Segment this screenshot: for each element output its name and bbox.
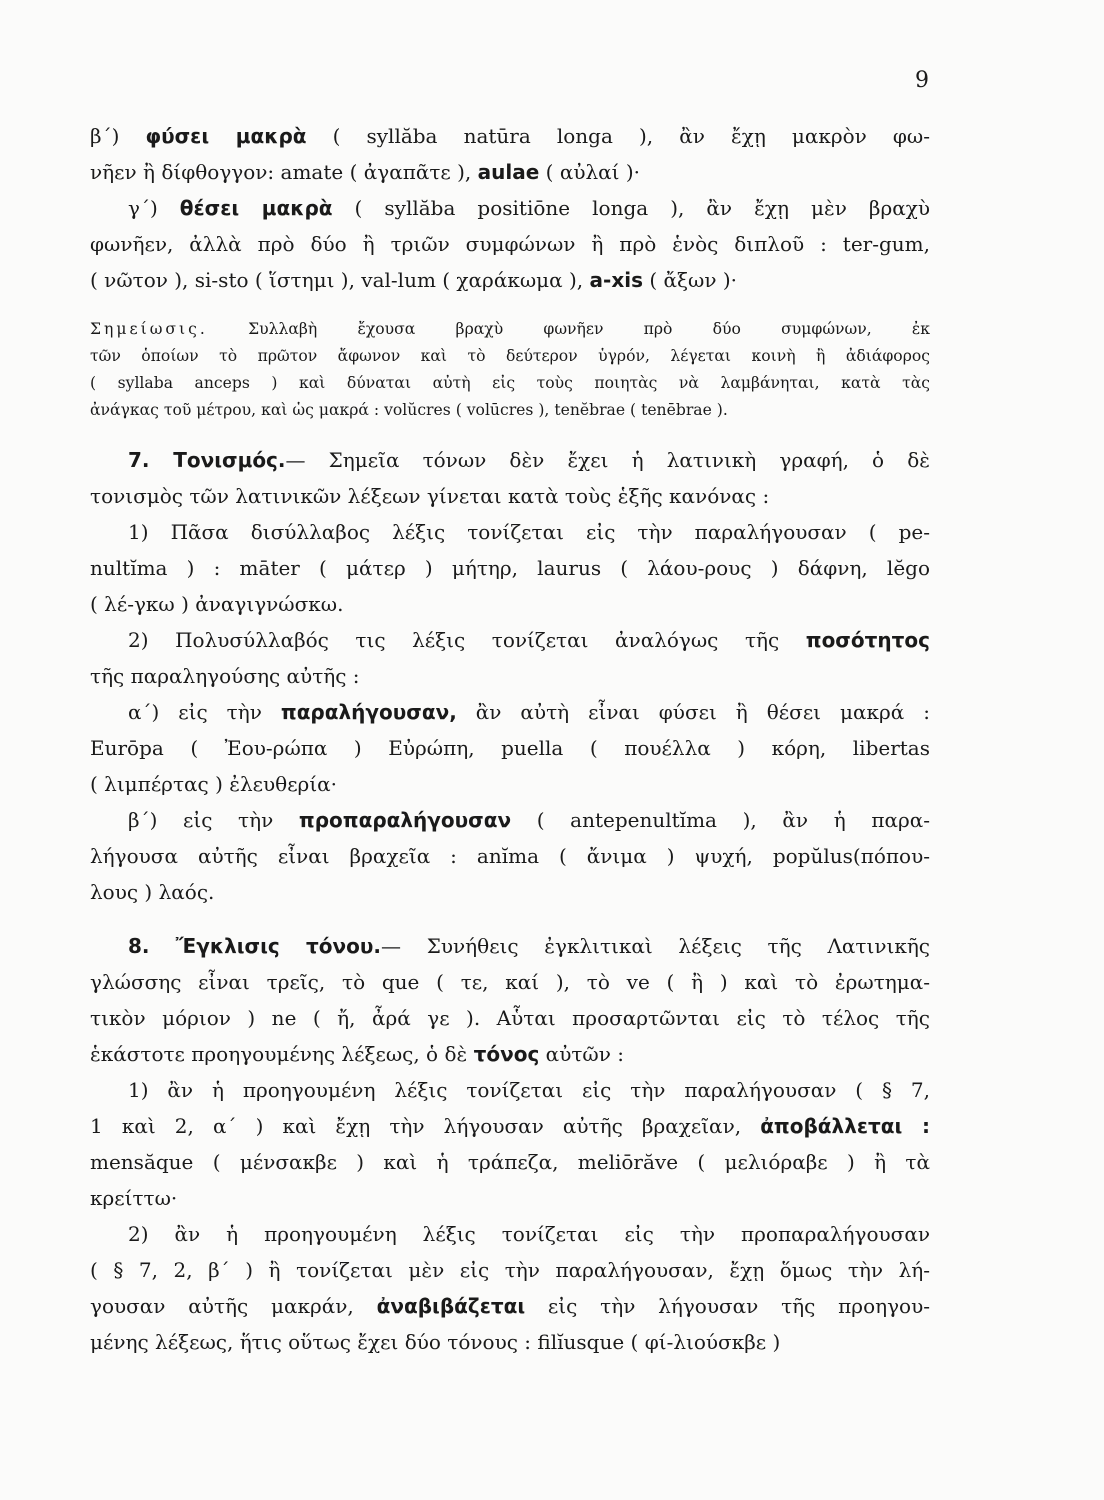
section-7-title: 7. Τονισμός. (128, 448, 286, 472)
term-aulae: aulae (477, 160, 540, 184)
text: β΄) (90, 124, 146, 148)
section-8-heading-line (90, 928, 930, 964)
s7-rule-1-line-2: nultĭma ) : māter ( μάτερ ) μήτηρ, laurus ( λάου-ρους ) δάφνη, lĕgo (90, 556, 930, 580)
text: 1 καὶ 2, α΄ ) καὶ ἔχῃ τὴν λήγουσαν αὐτῆς βραχεῖαν, (90, 1114, 761, 1138)
s8-rule-2-line-4: μένης λέξεως, ἥτις οὕτως ἔχει δύο τόνους : filĭusque ( φί-λιούσκβε ) (90, 1330, 781, 1354)
note-line-2: τῶν ὁποίων τὸ πρῶτον ἄφωνον καὶ τὸ δεύτερον ὑγρόν, λέγεται κοινὴ ἢ ἀδιάφορος (90, 347, 930, 365)
gamma-line-1 (90, 190, 930, 226)
s7-alpha-line-1 (90, 694, 930, 730)
note-line-3: ( syllaba anceps ) καὶ δύναται αὐτὴ εἰς τοὺς ποιητὰς νὰ λαμβάνηται, κατὰ τὰς (90, 374, 930, 392)
text: ἑκάστοτε προηγουμένης λέξεως, ὁ δὲ (90, 1042, 474, 1066)
text: εἰς τὴν λήγουσαν τῆς προηγου- (525, 1294, 930, 1318)
s7-beta-line-2: λήγουσα αὐτῆς εἶναι βραχεῖα : anĭma ( ἄνιμα ) ψυχή, popŭlus(πόπου- (90, 844, 930, 868)
note-label: Σημείωσις. (90, 320, 208, 338)
s8-rule-2-line-3 (90, 1288, 930, 1324)
text: νῆεν ἢ δίφθογγον: amate ( ἀγαπᾶτε ), (90, 160, 478, 184)
page-number: 9 (915, 68, 929, 93)
term-paralegousan: παραλήγουσαν, (280, 700, 457, 724)
term-tonos: τόνος (473, 1042, 540, 1066)
s7-rule-1-line-1: 1) Πᾶσα δισύλλαβος λέξις τονίζεται εἰς τὴν παραλήγουσαν ( pe- (128, 520, 930, 544)
note-line-1 (90, 316, 930, 343)
text: γουσαν αὐτῆς μακράν, (90, 1294, 377, 1318)
beta-line-2 (90, 154, 930, 190)
term-proparalegousan: προπαραλήγουσαν (298, 808, 512, 832)
text: γ΄) (128, 196, 180, 220)
s7-rule-2-line-2: τῆς παραληγούσης αὐτῆς : (90, 664, 360, 688)
text: αὐτῶν : (539, 1042, 624, 1066)
s8-rule-2-line-2: ( § 7, 2, β΄ ) ἢ τονίζεται μὲν εἰς τὴν παραλήγουσαν, ἔχῃ ὅμως τὴν λή- (90, 1258, 930, 1282)
s7-alpha-line-2: Eurōpa ( Ἐου-ρώπα ) Εὐρώπη, puella ( πουέλλα ) κόρη, libertas (90, 736, 930, 760)
s8-line-3: τικὸν μόριον ) ne ( ἤ, ἆρά γε ). Αὗται προσαρτῶνται εἰς τὸ τέλος τῆς (90, 1006, 930, 1030)
text: ( syllăba positiōne longa ), ἂν ἔχῃ μὲν βραχὺ (332, 196, 930, 220)
term-anavivazetai: ἀναβιβάζεται (376, 1294, 526, 1318)
s7-beta-line-1 (90, 802, 930, 838)
text: ( ἄξων )· (642, 268, 738, 292)
term-posotitos: ποσότητος (805, 628, 930, 652)
text: ἂν αὐτὴ εἶναι φύσει ἢ θέσει μακρά : (456, 700, 930, 724)
text: α΄) εἰς τὴν (128, 700, 281, 724)
text: ( νῶτον ), si-sto ( ἵστημι ), val-lum ( χαράκωμα ), (90, 268, 590, 292)
term-thesei-makra: θέσει μακρὰ (179, 196, 333, 220)
s8-line-4 (90, 1036, 930, 1072)
term-physei-makra: φύσει μακρὰ (145, 124, 307, 148)
term-apovalletai: ἀποβάλλεται : (760, 1114, 930, 1138)
section-7-heading-line (90, 442, 930, 478)
note-line-4: ἀνάγκας τοῦ μέτρου, καὶ ὡς μακρά : volŭcres ( volūcres ), tenĕbrae ( tenēbrae ). (90, 401, 728, 419)
s8-rule-1-line-1: 1) ἂν ἡ προηγουμένη λέξις τονίζεται εἰς τὴν παραλήγουσαν ( § 7, (128, 1078, 930, 1102)
text: ( αὐλαί )· (539, 160, 641, 184)
gamma-line-3 (90, 262, 930, 298)
text: — Συνήθεις ἐγκλιτικαὶ λέξεις τῆς Λατινικῆς (381, 934, 931, 958)
s7-rule-1-line-3: ( λέ-γκω ) ἀναγιγνώσκω. (90, 592, 344, 616)
s8-rule-2-line-1: 2) ἂν ἡ προηγουμένη λέξις τονίζεται εἰς τὴν προπαραλήγουσαν (128, 1222, 930, 1246)
s8-rule-1-line-3: mensăque ( μένσακβε ) καὶ ἡ τράπεζα, meliōrăve ( μελιόραβε ) ἢ τὰ (90, 1150, 930, 1174)
page-body (90, 118, 930, 1360)
text: ( syllăba natūra longa ), ἂν ἔχῃ μακρὸν φω- (306, 124, 930, 148)
text: — Σημεῖα τόνων δὲν ἔχει ἡ λατινικὴ γραφή, ὁ δὲ (285, 448, 930, 472)
s8-rule-1-line-4: κρείττω· (90, 1186, 178, 1210)
s7-beta-line-3: λους ) λαός. (90, 880, 215, 904)
s7-alpha-line-3: ( λιμπέρτας ) ἐλευθερία· (90, 772, 338, 796)
term-axis: a-xis (589, 268, 643, 292)
s8-line-2: γλώσσης εἶναι τρεῖς, τὸ que ( τε, καί ), τὸ ve ( ἢ ) καὶ τὸ ἐρωτημα- (90, 970, 930, 994)
beta-line-1 (90, 118, 930, 154)
text: 2) Πολυσύλλαβός τις λέξις τονίζεται ἀναλόγως τῆς (128, 628, 806, 652)
gamma-line-2: φωνῆεν, ἀλλὰ πρὸ δύο ἢ τριῶν συμφώνων ἢ πρὸ ἑνὸς διπλοῦ : ter-gum, (90, 232, 930, 256)
section-8-title: 8. Ἔγκλισις τόνου. (128, 934, 382, 958)
text: β΄) εἰς τὴν (128, 808, 299, 832)
s8-rule-1-line-2 (90, 1108, 930, 1144)
text: ( antepenultĭma ), ἂν ἡ παρα- (511, 808, 930, 832)
s7-rule-2-line-1 (90, 622, 930, 658)
text: Συλλαβὴ ἔχουσα βραχὺ φωνῆεν πρὸ δύο συμφώνων, ἐκ (207, 320, 930, 338)
s7-line-2: τονισμὸς τῶν λατινικῶν λέξεων γίνεται κατὰ τοὺς ἑξῆς κανόνας : (90, 484, 770, 508)
